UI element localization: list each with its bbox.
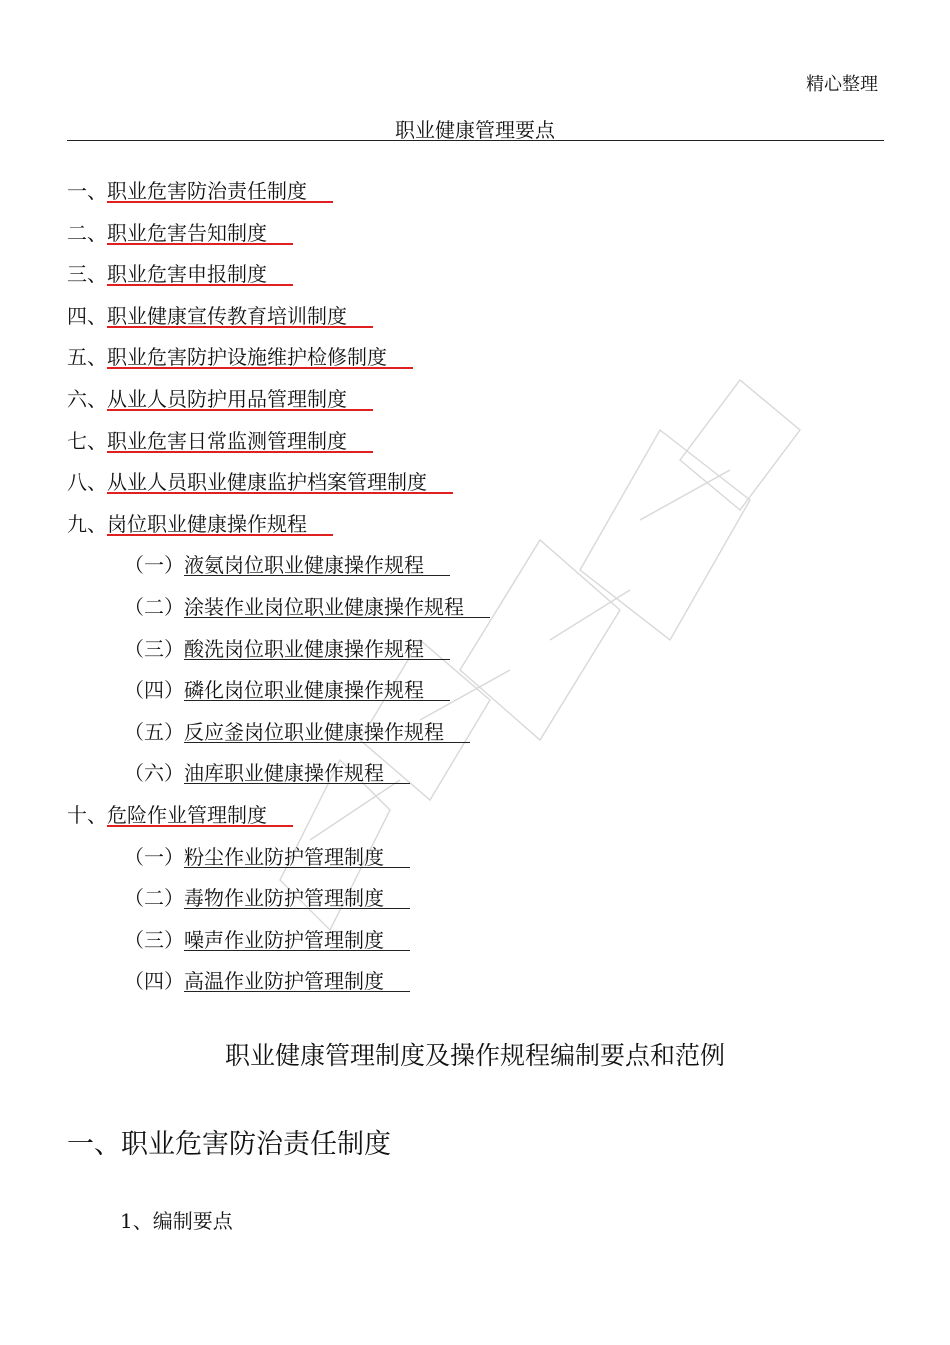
toc-item-underline [184,991,410,992]
toc-item[interactable] [124,636,424,662]
toc-item-underline [184,783,410,784]
toc-item-label: 职业危害告知制度 [107,220,267,246]
toc-item-label: 噪声作业防护管理制度 [184,927,384,953]
header-brand: 精心整理 [806,74,878,95]
toc-item-underline [107,409,373,411]
toc-item-number: （三） [124,927,184,952]
toc-item-underline [107,825,293,827]
toc-item-number: 五、 [67,345,107,370]
toc-item-label: 粉尘作业防护管理制度 [184,844,384,870]
toc-item-number: 一、 [67,179,107,203]
toc-item-label: 职业危害申报制度 [107,261,267,287]
toc-item[interactable] [124,927,384,953]
toc-item-underline [184,659,450,660]
toc-item[interactable] [124,885,384,911]
toc-item[interactable] [67,261,267,287]
toc-item-number: 三、 [67,262,107,287]
toc-item-underline [107,243,293,245]
toc-item-number: 七、 [67,428,107,453]
toc-item-number: （二） [124,886,184,911]
toc-item-label: 危险作业管理制度 [107,802,267,828]
toc-item-underline [184,950,410,951]
toc-item-underline [184,575,450,576]
toc-item[interactable] [67,220,267,246]
toc-item-label: 从业人员职业健康监护档案管理制度 [107,469,427,495]
toc-item-label: 从业人员防护用品管理制度 [107,386,347,412]
toc-item-number: （一） [124,844,184,869]
toc-item-number: （六） [124,761,184,786]
toc-item[interactable] [124,760,384,786]
toc-item-number: （五） [124,719,184,744]
toc-item-number: （三） [124,636,184,661]
toc-item-underline [107,492,453,494]
header-divider [67,140,884,141]
toc-item-number: （二） [124,595,184,619]
toc-item-underline [107,451,373,453]
toc-item-number: （四） [124,678,184,703]
toc-item[interactable] [67,428,347,454]
toc-item[interactable] [67,511,307,537]
toc-item-label: 液氨岗位职业健康操作规程 [184,552,424,578]
toc-item[interactable] [124,677,424,703]
heading-level-1: 一、职业危害防治责任制度 [67,1129,391,1160]
toc-item-label: 酸洗岗位职业健康操作规程 [184,636,424,662]
toc-item-label: 涂装作业岗位职业健康操作规程 [184,594,464,620]
toc-item-number: 四、 [67,303,107,328]
toc-item-underline [107,534,333,536]
toc-item-number: 六、 [67,387,107,411]
toc-item[interactable] [124,968,384,994]
toc-item-number: 二、 [67,220,107,245]
toc-item-number: 十、 [67,803,107,827]
toc-item[interactable] [67,344,387,370]
toc-item-number: 八、 [67,470,107,495]
toc-item[interactable] [67,469,427,495]
toc-item-underline [184,742,470,743]
toc-item-label: 油库职业健康操作规程 [184,760,384,786]
toc-item-number: 九、 [67,511,107,536]
toc-item[interactable] [67,178,307,204]
toc-item-label: 职业危害日常监测管理制度 [107,428,347,454]
toc-item[interactable] [124,844,384,870]
toc-item-underline [107,284,293,286]
heading-level-2: 1、编制要点 [120,1209,233,1233]
toc-item-label: 反应釜岗位职业健康操作规程 [184,719,444,745]
toc-item[interactable] [124,594,464,620]
toc-item-label: 岗位职业健康操作规程 [107,511,307,537]
toc-item[interactable] [67,802,267,828]
toc-item-label: 毒物作业防护管理制度 [184,885,384,911]
document-title: 职业健康管理要点 [395,118,555,142]
toc-item-number: （一） [124,553,184,578]
toc-item-label: 高温作业防护管理制度 [184,968,384,994]
toc-item-underline [184,908,410,909]
toc-item-underline [107,367,413,369]
toc-item-underline [184,617,490,618]
toc-item-label: 职业健康宣传教育培训制度 [107,303,347,329]
toc-item-label: 职业危害防护设施维护检修制度 [107,344,387,370]
toc-item-underline [184,867,410,868]
toc-item-label: 磷化岗位职业健康操作规程 [184,677,424,703]
toc-item[interactable] [67,386,347,412]
toc-item[interactable] [67,303,347,329]
toc-item[interactable] [124,552,424,578]
toc-item-underline [184,700,450,701]
section-title: 职业健康管理制度及操作规程编制要点和范例 [224,1041,725,1070]
toc-item-underline [107,326,373,328]
toc-item-underline [107,201,333,203]
toc-item-label: 职业危害防治责任制度 [107,178,307,204]
toc-item-number: （四） [124,969,184,994]
toc-item[interactable] [124,719,444,745]
